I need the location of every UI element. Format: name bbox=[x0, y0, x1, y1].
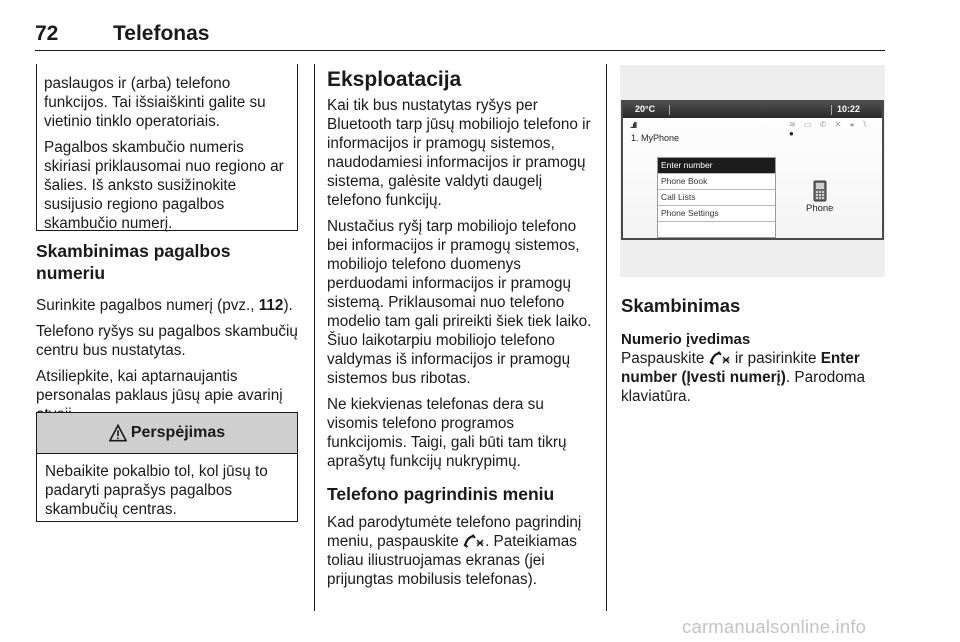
watermark: carmanualsonline.info bbox=[682, 616, 867, 637]
column-divider-right bbox=[606, 64, 607, 611]
status-divider bbox=[831, 105, 832, 115]
signal-strength-icon: ..ıIl bbox=[630, 121, 637, 130]
column-divider-left bbox=[314, 64, 315, 611]
calling-heading: Skambinimas bbox=[621, 295, 741, 316]
note-text-1: paslaugos ir (arba) telefono funkcijos. Tai išsiaiškinti galite su vietinio tinklo operatoriais. bbox=[44, 75, 266, 130]
page-title: Telefonas bbox=[113, 22, 210, 45]
warning-title: Perspėjimas bbox=[130, 424, 226, 441]
header-rule bbox=[35, 50, 885, 51]
status-divider bbox=[669, 105, 670, 115]
operation-paragraph-1: Kai tik bus nustatytas ryšys per Bluetooth tarp jūsų mobiliojo telefono ir informacijos ir pramogų sistemos, naudodamiesi informacijos ir pramogų sistema, galėsite valdyti daugelį telefono funkcijų. bbox=[327, 97, 591, 209]
menu-item-enter-number[interactable]: Enter number bbox=[658, 158, 775, 174]
column-2 bbox=[327, 67, 595, 596]
phone-menu bbox=[657, 157, 776, 238]
warning-body: Nebaikite pokalbio tol, kol jūsų to padaryti paprašys pagalbos skambučių centras. bbox=[45, 463, 268, 518]
operation-heading: Eksploatacija bbox=[327, 68, 462, 91]
emergency-paragraph-3: Atsiliepkite, kai aptarnaujantis personalas paklaus jūsų apie avarinį bbox=[36, 368, 283, 404]
phone-label: Phone bbox=[806, 203, 834, 214]
status-icons: ≋ ▭ ✆ ✕ ◂ ∖ ● bbox=[789, 120, 870, 138]
phone-main-menu-heading: Telefono pagrindinis meniu bbox=[327, 484, 555, 504]
screen-time: 10:22 bbox=[837, 104, 861, 114]
screen-status-bar bbox=[623, 102, 882, 118]
phone-button-icon bbox=[463, 534, 485, 548]
calling-paragraph-1: Paspauskite ir pasirinkite Enter number (Įvesti numerį). Parodoma klaviatūra. bbox=[621, 350, 865, 405]
menu-item-phone-settings[interactable]: Phone Settings bbox=[658, 206, 775, 222]
warning-header bbox=[37, 413, 297, 454]
warning-box bbox=[36, 412, 298, 522]
infotainment-screen bbox=[621, 100, 884, 240]
emergency-call-heading: Skambinimas pagalbos numeriu bbox=[36, 241, 231, 283]
column-3 bbox=[621, 294, 883, 413]
page-number: 72 bbox=[35, 22, 59, 45]
operation-paragraph-3: Ne kiekvienas telefonas dera su visomis telefono programos funkcijomis. Taigi, gali būti tam tikrų aprašytų funkcijų nukrypimų. bbox=[327, 396, 567, 470]
emergency-paragraph-2: Telefono ryšys su pagalbos skambučių centru bus nustatytas. bbox=[36, 323, 298, 359]
operation-paragraph-2: Nustačius ryšį tarp mobiliojo telefono bei informacijos ir pramogų sistemos, mobiliojo telefono duomenys perduodami informacijos ir pramogų sistemą. Priklausomai nuo telefono modelio tam gali prireikti šiek tiek laiko. Šiuo laikotarpiu mobiliojo telefono valdymas iš informacijos ir pramogų sistemos bus ribotas. bbox=[327, 218, 592, 387]
menu-item-empty bbox=[658, 222, 775, 237]
menu-item-phone-book[interactable]: Phone Book bbox=[658, 174, 775, 190]
phone-button-icon bbox=[709, 351, 731, 365]
column-1 bbox=[36, 240, 304, 431]
number-entry-subheading: Numerio įvedimas bbox=[621, 331, 751, 348]
operation-paragraph-4: Kad parodytumėte telefono pagrindinį meniu, paspauskite . Pateikiamas toliau iliustruojamas ekranas (jei prijungtas mobilusis telefonas). bbox=[327, 514, 582, 588]
note-text-2: Pagalbos skambučio numeris skiriasi priklausomai nuo regiono ar šalies. Iš anksto susižinokite susijusio regiono pagalbos skambučio numerį. bbox=[44, 139, 284, 232]
mobile-phone-icon bbox=[813, 180, 827, 202]
menu-item-call-lists[interactable]: Call Lists bbox=[658, 190, 775, 206]
continued-note-box bbox=[36, 64, 298, 231]
warning-triangle-icon bbox=[109, 424, 127, 442]
screen-temperature: 20°C bbox=[635, 104, 656, 114]
device-name: 1. MyPhone bbox=[631, 133, 680, 143]
emergency-paragraph-1: Surinkite pagalbos numerį (pvz., 112). bbox=[36, 297, 293, 314]
